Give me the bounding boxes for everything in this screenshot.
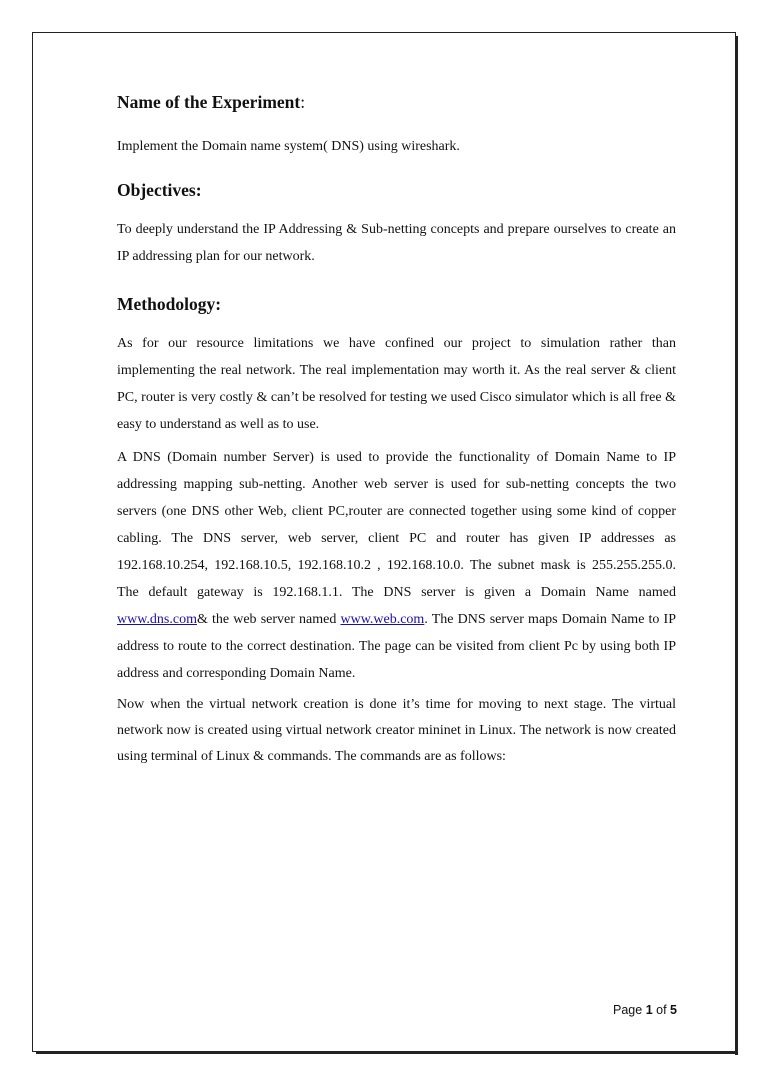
section-methodology — [117, 292, 676, 770]
footer-total-pages: 5 — [670, 1003, 677, 1017]
page-footer — [613, 1003, 677, 1017]
heading-row-methodology — [117, 292, 676, 318]
paragraph-2-text-c: . The DNS server maps Domain Name to IP address to route to the correct destination. The page can be visited from client Pc by using both IP address and corresponding Domain Name. — [117, 612, 676, 681]
web-domain-link[interactable]: www.web.com — [340, 612, 425, 627]
page-shadow-bottom — [36, 1051, 738, 1054]
experiment-description: Implement the Domain name system( DNS) using wireshark. — [117, 139, 460, 154]
paragraph-2-text-b: & the web server named — [196, 612, 341, 627]
methodology-paragraph-1: As for our resource limitations we have confined our project to simulation rather than implementing the real network. The real implementation may worth it. As the real server & client PC, router is very costly & can’t be resolved for testing we used Cisco simulator which is all free & easy to understand as well as to use. — [117, 336, 676, 432]
footer-page-word: Page — [613, 1003, 643, 1017]
heading-row-experiment — [117, 90, 676, 116]
footer-current-page: 1 — [645, 1003, 653, 1017]
section-objectives — [117, 178, 676, 270]
paragraph-2-text-a: A DNS (Domain number Server) is used to provide the functionality of Domain Name to IP addressing mapping sub-netting. Another web server is used for sub-netting concepts the two servers (one DNS other Web, client PC,router are connected together using some kind of copper cabling. The DNS server, web server, client PC and router has given IP addresses as 192.168.10.254, 192.168.10.5, 192.168.10.2 , 192.168.10.0. The subnet mask is 255.255.255.0. The default gateway is 192.168.1.1. The DNS server is given a Domain Name named — [117, 450, 676, 600]
objectives-text: To deeply understand the IP Addressing & Sub-netting concepts and prepare ourselves to create an IP addressing plan for our network. — [117, 222, 676, 264]
footer-of-word: of — [656, 1003, 667, 1017]
document-content — [117, 90, 676, 770]
heading-experiment-name: Name of the Experiment — [117, 92, 301, 112]
methodology-paragraph-2 — [117, 444, 676, 687]
heading-row-objectives — [117, 178, 676, 204]
heading-methodology: Methodology: — [117, 294, 222, 314]
section-experiment-name — [117, 90, 676, 160]
dns-domain-link[interactable]: www.dns.com — [117, 612, 197, 627]
methodology-paragraph-3: Now when the virtual network creation is done it’s time for moving to next stage. The virtual network now is created using virtual network creator mininet in Linux. The network is now created using terminal of Linux & commands. The commands are as follows: — [117, 697, 676, 764]
page-shadow-right — [735, 36, 738, 1055]
heading-objectives: Objectives: — [117, 180, 202, 200]
heading-colon: : — [300, 92, 306, 112]
